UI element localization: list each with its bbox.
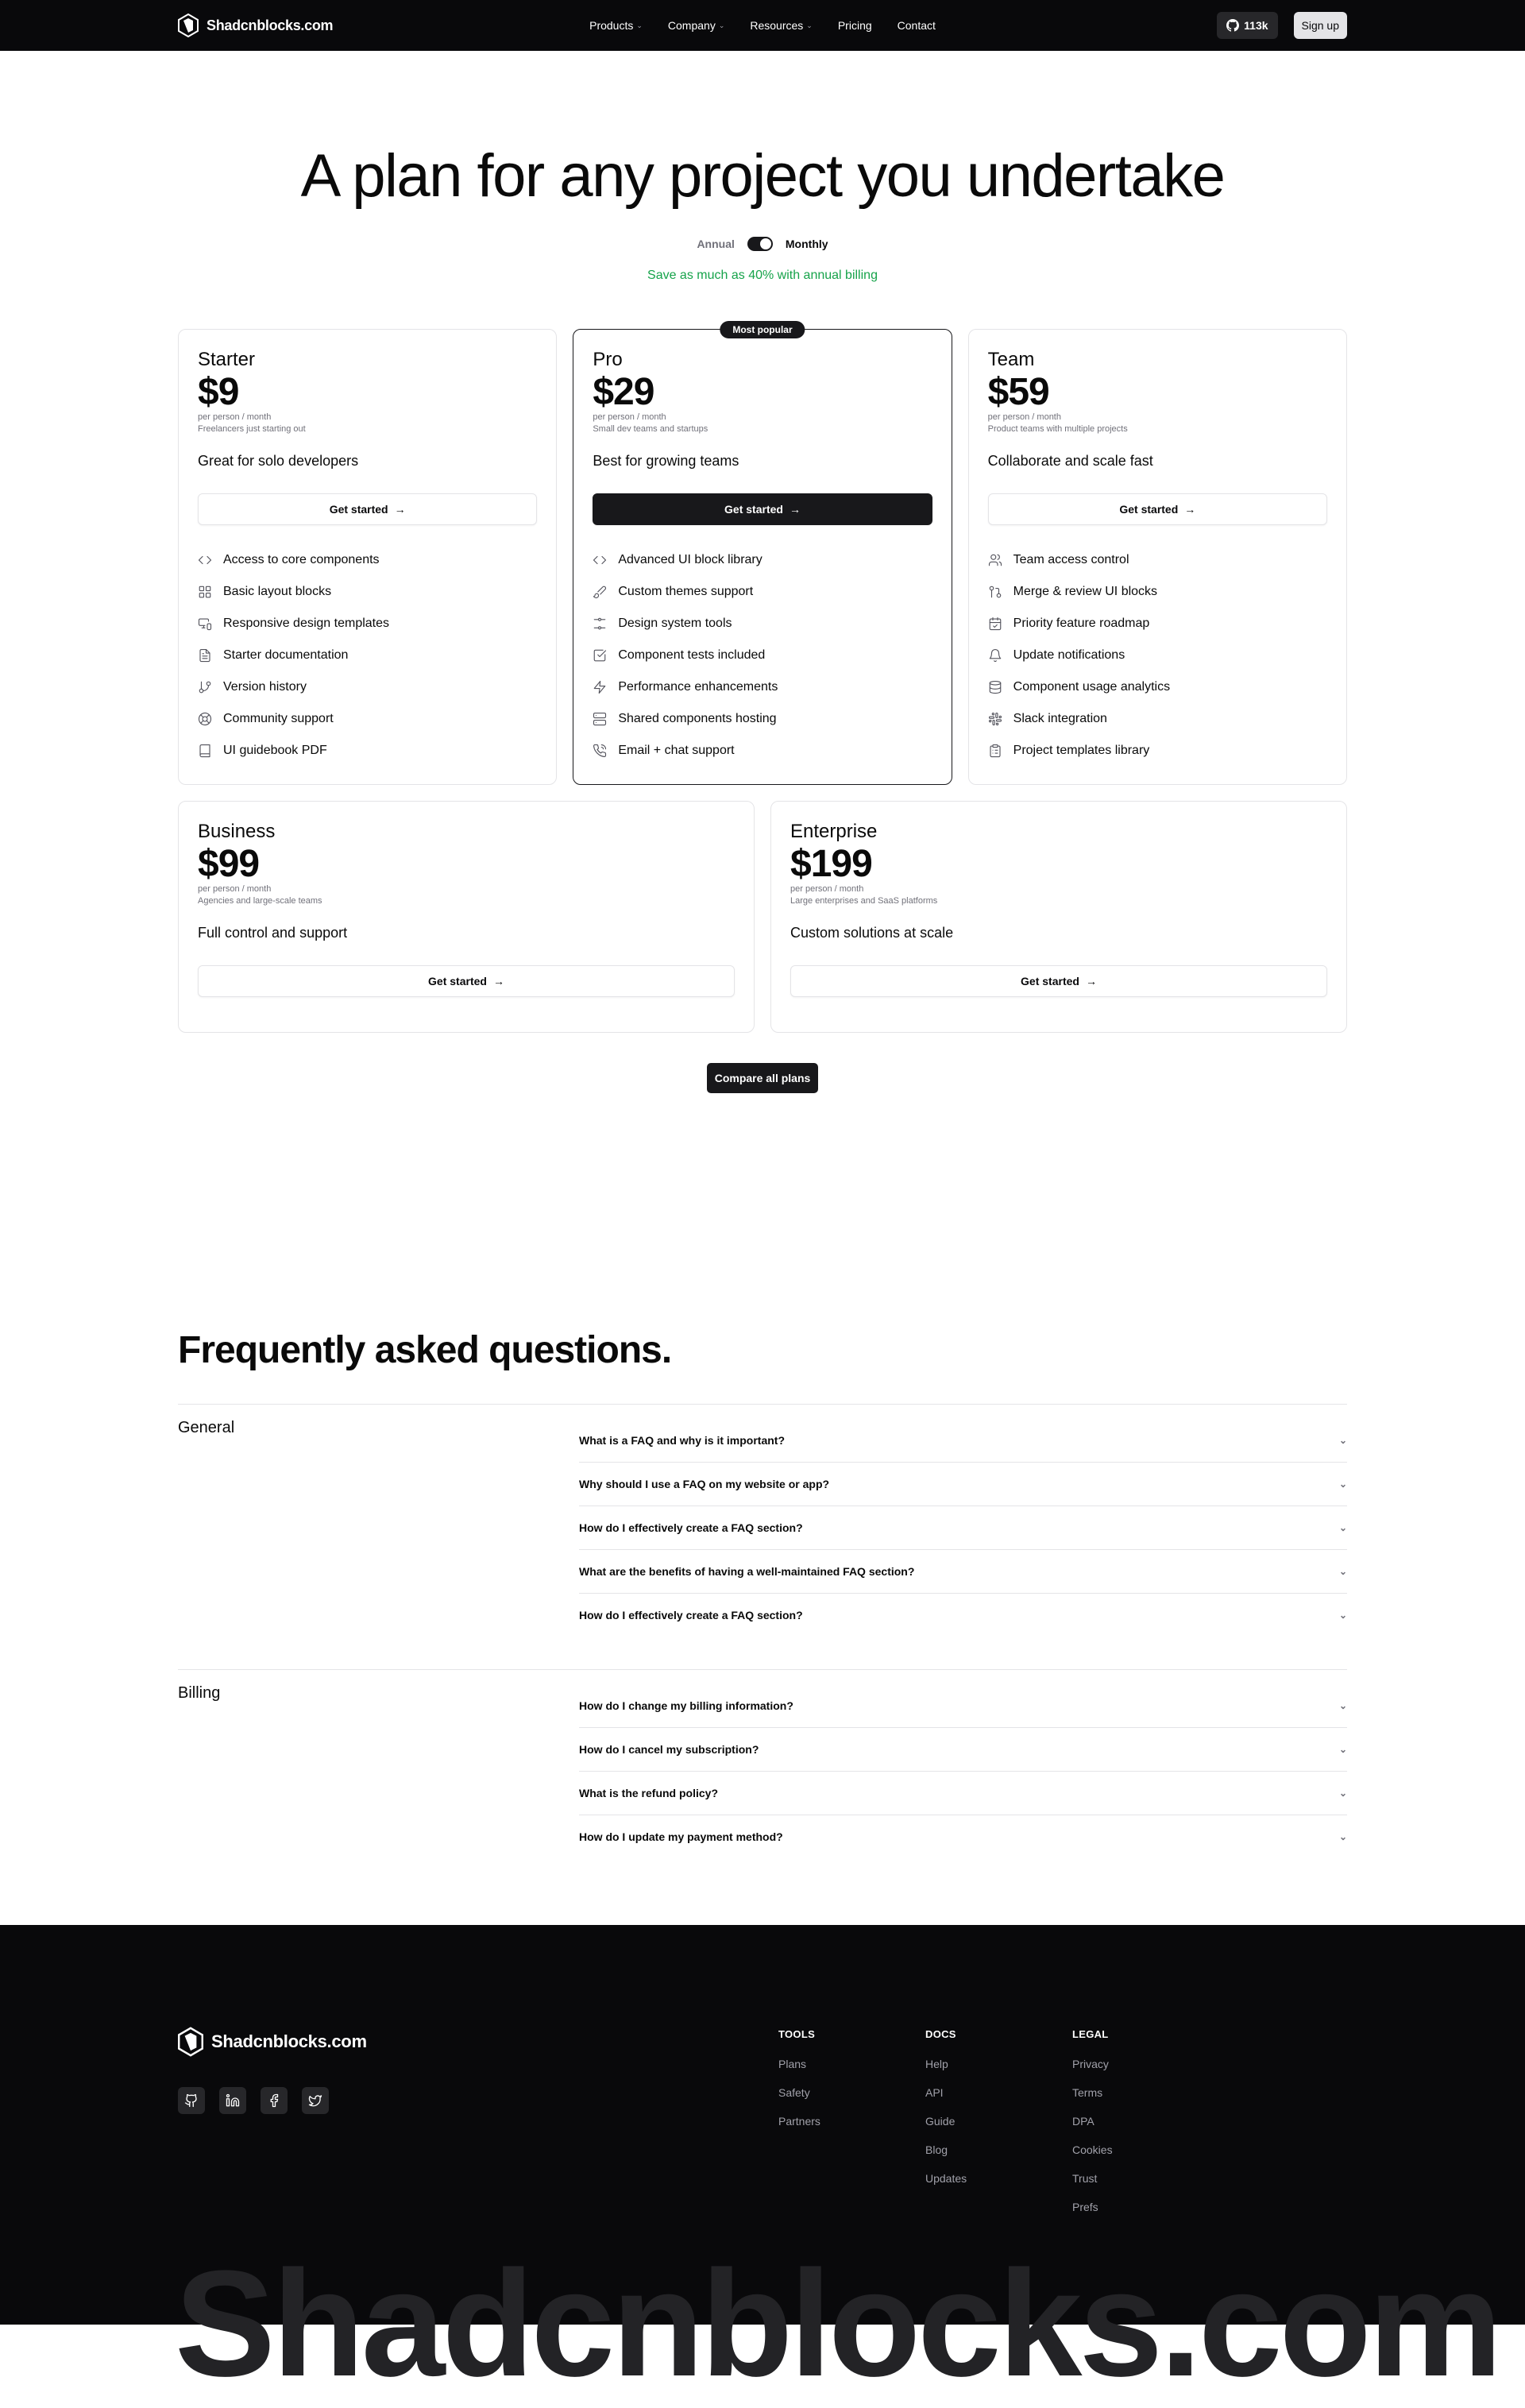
feature-item xyxy=(593,544,932,576)
monthly-label[interactable]: Monthly xyxy=(785,238,828,250)
faq-question[interactable] xyxy=(579,1772,1347,1815)
feature-item xyxy=(593,735,932,767)
feature-item xyxy=(198,671,537,703)
footer-link[interactable]: Updates xyxy=(925,2172,967,2185)
chevron-down-icon: ⌄ xyxy=(1338,1478,1347,1490)
arrow-right-icon: → xyxy=(1184,502,1196,516)
feature-label: Team access control xyxy=(1013,552,1129,566)
feature-list xyxy=(593,544,932,767)
nav-resources[interactable] xyxy=(750,19,812,32)
plan-price: $9 xyxy=(198,370,239,413)
footer-link[interactable]: Trust xyxy=(1072,2172,1098,2185)
faq-category: Billing xyxy=(178,1683,221,1702)
feature-label: Custom themes support xyxy=(618,584,754,598)
chevron-down-icon: ⌄ xyxy=(636,21,643,29)
feature-item xyxy=(198,703,537,735)
plan-price: $199 xyxy=(790,842,872,885)
compare-all-plans-button[interactable]: Compare all plans xyxy=(707,1063,819,1093)
nav-contact-label: Contact xyxy=(897,19,936,32)
plan-audience: Large enterprises and SaaS platforms xyxy=(790,895,938,906)
arrow-right-icon: → xyxy=(394,502,406,516)
facebook-link[interactable] xyxy=(261,2087,288,2114)
feature-item xyxy=(988,576,1327,608)
page-title: A plan for any project you undertake xyxy=(300,142,1225,210)
plan-audience: Freelancers just starting out xyxy=(198,423,306,434)
plan-tagline: Custom solutions at scale xyxy=(790,924,954,941)
plan-unit: per person / month xyxy=(790,883,864,894)
faq-group-general xyxy=(178,1404,1347,1669)
nav-resources-label: Resources xyxy=(750,19,804,32)
cta-label: Get started xyxy=(1119,502,1179,516)
plan-unit: per person / month xyxy=(198,412,272,422)
logo-icon xyxy=(178,14,199,37)
nav-products[interactable] xyxy=(589,19,643,32)
faq-question[interactable] xyxy=(579,1506,1347,1550)
feature-item xyxy=(593,703,932,735)
feature-label: Component usage analytics xyxy=(1013,679,1171,694)
billing-toggle-row xyxy=(0,237,1525,251)
faq-question-text: How do I change my billing information? xyxy=(579,1699,793,1712)
github-link[interactable] xyxy=(178,2087,205,2114)
plan-card-pro xyxy=(573,324,952,785)
feature-label: Performance enhancements xyxy=(618,679,778,694)
annual-savings-note: Save as much as 40% with annual billing xyxy=(647,269,878,282)
life-buoy-icon xyxy=(198,712,212,726)
linkedin-icon xyxy=(226,2093,240,2108)
users-icon xyxy=(988,553,1002,567)
twitter-link[interactable] xyxy=(302,2087,329,2114)
footer-brand-block xyxy=(178,2027,367,2114)
plan-card-business xyxy=(178,801,755,1033)
feature-label: Design system tools xyxy=(618,616,732,630)
most-popular-badge: Most popular xyxy=(720,321,805,338)
annual-label[interactable]: Annual xyxy=(697,238,735,250)
faq-question-text: How do I effectively create a FAQ section? xyxy=(579,1609,803,1622)
chevron-down-icon: ⌄ xyxy=(1338,1831,1347,1843)
feature-item xyxy=(198,640,537,671)
feature-label: Merge & review UI blocks xyxy=(1013,584,1158,598)
calendar-check-icon xyxy=(988,616,1002,631)
arrow-right-icon: → xyxy=(1085,974,1097,988)
feature-label: Shared components hosting xyxy=(618,711,777,725)
plan-name: Pro xyxy=(593,349,623,370)
pricing-plans xyxy=(178,324,1347,1093)
plan-name: Starter xyxy=(198,349,256,370)
feature-label: Priority feature roadmap xyxy=(1013,616,1150,630)
footer-col-tools xyxy=(778,2028,925,2229)
slack-icon xyxy=(988,712,1002,726)
get-started-button[interactable] xyxy=(593,493,932,525)
footer-link[interactable]: Terms xyxy=(1072,2086,1103,2099)
brand-name: Shadcnblocks.com xyxy=(207,17,334,33)
faq-question-text: Why should I use a FAQ on my website or app? xyxy=(579,1477,830,1490)
clipboard-list-icon xyxy=(988,744,1002,758)
faq-question[interactable] xyxy=(579,1463,1347,1506)
footer-link[interactable]: Cookies xyxy=(1072,2143,1113,2156)
plan-tagline: Great for solo developers xyxy=(198,452,359,469)
feature-item xyxy=(593,608,932,640)
github-icon xyxy=(184,2093,199,2108)
faq-question-text: How do I update my payment method? xyxy=(579,1830,783,1844)
billing-toggle-switch[interactable] xyxy=(747,237,773,251)
feature-label: Access to core components xyxy=(223,552,380,566)
footer-logo[interactable] xyxy=(178,2027,367,2057)
faq-question[interactable] xyxy=(579,1815,1347,1859)
plan-unit: per person / month xyxy=(198,883,272,894)
feature-label: Component tests included xyxy=(618,647,766,662)
chevron-down-icon: ⌄ xyxy=(1338,1434,1347,1446)
faq-section xyxy=(178,1328,1347,1891)
feature-label: Version history xyxy=(223,679,307,694)
faq-title: Frequently asked questions. xyxy=(178,1328,672,1371)
linkedin-link[interactable] xyxy=(219,2087,246,2114)
arrow-right-icon: → xyxy=(492,974,504,988)
faq-question[interactable] xyxy=(579,1594,1347,1637)
git-pull-request-icon xyxy=(988,585,1002,599)
footer-link-columns xyxy=(778,2028,1219,2229)
get-started-button[interactable] xyxy=(790,965,1327,997)
feature-item xyxy=(988,544,1327,576)
plan-name: Team xyxy=(987,349,1035,370)
footer-link[interactable]: DPA xyxy=(1072,2115,1095,2128)
nav-company[interactable] xyxy=(668,19,724,32)
footer-col-title: LEGAL xyxy=(1072,2028,1109,2040)
faq-category: General xyxy=(178,1418,235,1436)
feature-item xyxy=(198,735,537,767)
plan-price: $99 xyxy=(198,842,260,885)
plan-price: $59 xyxy=(987,370,1049,413)
feature-item xyxy=(988,640,1327,671)
feature-item xyxy=(988,671,1327,703)
bell-icon xyxy=(988,648,1002,663)
feature-item xyxy=(988,735,1327,767)
arrow-right-icon: → xyxy=(789,502,801,516)
feature-label: Email + chat support xyxy=(618,743,735,757)
feature-label: Starter documentation xyxy=(223,647,349,662)
feature-list xyxy=(198,544,537,767)
zap-icon xyxy=(593,680,607,694)
plan-card-team xyxy=(968,329,1347,785)
faq-question[interactable] xyxy=(579,1550,1347,1594)
plan-tagline: Best for growing teams xyxy=(593,452,739,469)
faq-question[interactable] xyxy=(579,1684,1347,1728)
pricing-hero xyxy=(0,51,1525,283)
signup-button[interactable]: Sign up xyxy=(1294,12,1347,39)
feature-item xyxy=(593,576,932,608)
check-square-icon xyxy=(593,648,607,663)
nav-pricing-label: Pricing xyxy=(837,19,872,32)
logo-icon xyxy=(178,2027,203,2057)
nav-actions xyxy=(1217,12,1347,39)
faq-question[interactable] xyxy=(579,1728,1347,1772)
chevron-down-icon: ⌄ xyxy=(806,21,813,29)
get-started-button[interactable] xyxy=(198,965,735,997)
cta-label: Get started xyxy=(724,502,783,516)
feature-item xyxy=(988,703,1327,735)
code-icon xyxy=(198,553,212,567)
facebook-icon xyxy=(267,2093,281,2108)
brand-logo[interactable] xyxy=(178,14,333,37)
plan-audience: Small dev teams and startups xyxy=(593,423,708,434)
footer-link[interactable]: API xyxy=(925,2086,944,2099)
feature-label: Community support xyxy=(223,711,334,725)
faq-accordion xyxy=(579,1684,1347,1859)
sliders-icon xyxy=(593,616,607,631)
nav-products-label: Products xyxy=(589,19,634,32)
faq-question-text: What is a FAQ and why is it important? xyxy=(579,1433,786,1447)
file-text-icon xyxy=(198,648,212,663)
feature-list xyxy=(988,544,1327,767)
nav-contact[interactable] xyxy=(898,19,936,32)
plan-card-starter xyxy=(178,329,557,785)
plan-tagline: Collaborate and scale fast xyxy=(987,452,1153,469)
plan-name: Business xyxy=(198,820,276,842)
twitter-icon xyxy=(308,2093,322,2108)
cta-label: Get started xyxy=(329,502,388,516)
faq-question-text: How do I cancel my subscription? xyxy=(579,1742,759,1756)
chevron-down-icon: ⌄ xyxy=(1338,1610,1347,1621)
book-icon xyxy=(198,744,212,758)
get-started-button[interactable] xyxy=(198,493,537,525)
plan-tagline: Full control and support xyxy=(198,924,348,941)
cta-label: Get started xyxy=(1021,974,1079,988)
server-icon xyxy=(593,712,607,726)
chevron-down-icon: ⌄ xyxy=(1338,1521,1347,1533)
footer-link[interactable]: Partners xyxy=(778,2115,820,2128)
plan-card-enterprise xyxy=(770,801,1347,1033)
feature-item xyxy=(988,608,1327,640)
layout-grid-icon xyxy=(198,585,212,599)
nav-company-label: Company xyxy=(667,19,716,32)
chevron-down-icon: ⌄ xyxy=(1338,1787,1347,1799)
top-nav xyxy=(0,0,1525,51)
faq-question-text: How do I effectively create a FAQ section? xyxy=(579,1521,803,1534)
phone-icon xyxy=(593,744,607,758)
footer-link[interactable]: Guide xyxy=(925,2115,956,2128)
feature-item xyxy=(593,671,932,703)
git-branch-icon xyxy=(198,680,212,694)
monitor-smartphone-icon xyxy=(198,616,212,631)
faq-question-text: What are the benefits of having a well-maintained FAQ section? xyxy=(579,1564,915,1578)
plan-unit: per person / month xyxy=(593,412,666,422)
feature-label: UI guidebook PDF xyxy=(223,743,327,757)
footer-link[interactable]: Blog xyxy=(925,2143,948,2156)
database-icon xyxy=(988,680,1002,694)
footer-watermark-text: Shadcnblocks.com xyxy=(175,2240,1500,2408)
social-links xyxy=(178,2087,367,2114)
feature-label: Basic layout blocks xyxy=(223,584,332,598)
footer-col-title: DOCS xyxy=(925,2028,956,2040)
faq-group-billing xyxy=(178,1669,1347,1891)
cta-label: Get started xyxy=(428,974,487,988)
footer-link[interactable]: Plans xyxy=(778,2058,807,2070)
feature-item xyxy=(198,608,537,640)
github-icon xyxy=(1226,19,1239,32)
footer-col-legal xyxy=(1072,2028,1219,2229)
chevron-down-icon: ⌄ xyxy=(1338,1699,1347,1711)
footer-col-title: TOOLS xyxy=(778,2028,816,2040)
feature-label: Slack integration xyxy=(1013,711,1107,725)
feature-label: Update notifications xyxy=(1013,647,1125,662)
get-started-button[interactable] xyxy=(988,493,1327,525)
main-nav xyxy=(589,19,936,32)
footer-link[interactable]: Safety xyxy=(778,2086,810,2099)
footer-link[interactable]: Privacy xyxy=(1072,2058,1109,2070)
feature-item xyxy=(593,640,932,671)
code-icon xyxy=(593,553,607,567)
plan-audience: Product teams with multiple projects xyxy=(987,423,1128,434)
toggle-knob xyxy=(760,238,771,249)
feature-item xyxy=(198,544,537,576)
footer-link[interactable]: Help xyxy=(925,2058,948,2070)
brush-icon xyxy=(593,585,607,599)
feature-item xyxy=(198,576,537,608)
footer-col-docs xyxy=(925,2028,1072,2229)
feature-label: Responsive design templates xyxy=(223,616,390,630)
plan-audience: Agencies and large-scale teams xyxy=(198,895,322,906)
github-stars-button[interactable] xyxy=(1217,12,1277,39)
github-stars-count: 113k xyxy=(1244,19,1268,32)
feature-label: Project templates library xyxy=(1013,743,1150,757)
chevron-down-icon: ⌄ xyxy=(1338,1743,1347,1755)
feature-label: Advanced UI block library xyxy=(618,552,762,566)
faq-accordion xyxy=(579,1419,1347,1637)
nav-pricing[interactable] xyxy=(838,19,872,32)
footer-brand-name: Shadcnblocks.com xyxy=(211,2031,367,2051)
footer-link[interactable]: Prefs xyxy=(1072,2201,1098,2213)
chevron-down-icon: ⌄ xyxy=(1338,1565,1347,1577)
plan-price: $29 xyxy=(593,370,654,413)
faq-question-text: What is the refund policy? xyxy=(579,1786,719,1799)
plan-unit: per person / month xyxy=(987,412,1061,422)
faq-question[interactable] xyxy=(579,1419,1347,1463)
chevron-down-icon: ⌄ xyxy=(718,21,725,29)
plan-name: Enterprise xyxy=(790,820,878,842)
